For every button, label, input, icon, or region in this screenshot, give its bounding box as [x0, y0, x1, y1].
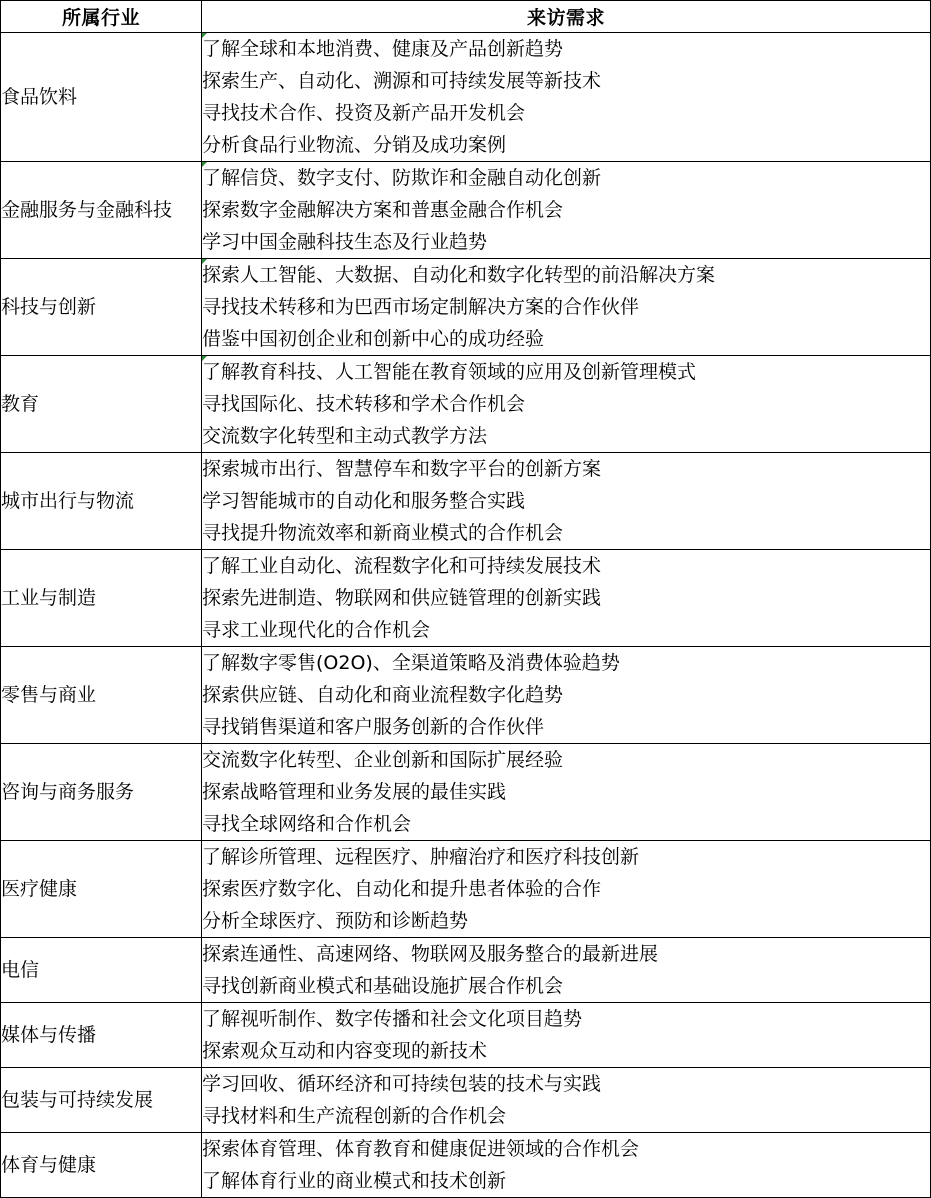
needs-item: 了解工业自动化、流程数字化和可持续发展技术: [202, 555, 602, 577]
needs-item: 寻找全球网络和合作机会: [202, 813, 412, 835]
table-row: [1, 453, 931, 550]
cell-corner-marker: [202, 259, 207, 264]
needs-item: 寻找国际化、技术转移和学术合作机会: [202, 393, 526, 415]
industry-cell: 媒体与传播: [1, 1003, 202, 1068]
needs-item: 学习中国金融科技生态及行业趋势: [202, 231, 488, 253]
table-body: [1, 33, 931, 1198]
needs-item: 了解诊所管理、远程医疗、肿瘤治疗和医疗科技创新: [202, 846, 640, 868]
needs-item: 寻找销售渠道和客户服务创新的合作伙伴: [202, 716, 545, 738]
needs-item: 寻找提升物流效率和新商业模式的合作机会: [202, 522, 564, 544]
needs-cell: [202, 356, 931, 453]
needs-item: 探索战略管理和业务发展的最佳实践: [202, 781, 507, 803]
needs-cell: [202, 33, 931, 162]
needs-item: 探索医疗数字化、自动化和提升患者体验的合作: [202, 878, 602, 900]
needs-cell: [202, 938, 931, 1003]
industry-cell: 包装与可持续发展: [1, 1068, 202, 1133]
table-row: [1, 259, 931, 356]
industry-cell: 科技与创新: [1, 259, 202, 356]
needs-cell: [202, 259, 931, 356]
industry-column-header: 所属行业: [1, 1, 202, 33]
industry-cell: 食品饮料: [1, 33, 202, 162]
table-row: [1, 841, 931, 938]
needs-item: 交流数字化转型和主动式教学方法: [202, 425, 488, 447]
needs-item: 探索观众互动和内容变现的新技术: [202, 1040, 488, 1062]
needs-item: 探索城市出行、智慧停车和数字平台的创新方案: [202, 458, 602, 480]
needs-item: 了解体育行业的商业模式和技术创新: [202, 1170, 507, 1192]
needs-cell: [202, 550, 931, 647]
needs-cell: [202, 453, 931, 550]
needs-item: 借鉴中国初创企业和创新中心的成功经验: [202, 328, 545, 350]
table-row: [1, 744, 931, 841]
industry-cell: 教育: [1, 356, 202, 453]
table-row: [1, 647, 931, 744]
needs-cell: [202, 744, 931, 841]
table-row: [1, 1068, 931, 1133]
industry-cell: 零售与商业: [1, 647, 202, 744]
table-row: [1, 356, 931, 453]
needs-item: 分析全球医疗、预防和诊断趋势: [202, 910, 469, 932]
needs-item: 寻求工业现代化的合作机会: [202, 619, 431, 641]
needs-column-header: 来访需求: [202, 1, 931, 33]
needs-item: 探索数字金融解决方案和普惠金融合作机会: [202, 199, 564, 221]
table-row: [1, 33, 931, 162]
needs-item: 寻找创新商业模式和基础设施扩展合作机会: [202, 975, 564, 997]
needs-item: 了解视听制作、数字传播和社会文化项目趋势: [202, 1008, 583, 1030]
needs-cell: [202, 1068, 931, 1133]
table-row: [1, 1003, 931, 1068]
industry-cell: 咨询与商务服务: [1, 744, 202, 841]
needs-cell: [202, 162, 931, 259]
table-row: [1, 1133, 931, 1198]
needs-item: 探索生产、自动化、溯源和可持续发展等新技术: [202, 70, 602, 92]
header-row: [1, 1, 931, 33]
needs-item: 了解全球和本地消费、健康及产品创新趋势: [202, 38, 564, 60]
needs-item: 交流数字化转型、企业创新和国际扩展经验: [202, 749, 564, 771]
industry-cell: 医疗健康: [1, 841, 202, 938]
needs-cell: [202, 841, 931, 938]
cell-corner-marker: [202, 356, 207, 361]
needs-item: 探索人工智能、大数据、自动化和数字化转型的前沿解决方案: [202, 264, 716, 286]
industry-cell: 工业与制造: [1, 550, 202, 647]
needs-item: 寻找材料和生产流程创新的合作机会: [202, 1105, 507, 1127]
needs-item: 寻找技术合作、投资及新产品开发机会: [202, 102, 526, 124]
table-row: [1, 550, 931, 647]
needs-item: 探索先进制造、物联网和供应链管理的创新实践: [202, 587, 602, 609]
needs-item: 了解教育科技、人工智能在教育领域的应用及创新管理模式: [202, 361, 697, 383]
industry-cell: 金融服务与金融科技: [1, 162, 202, 259]
table-row: [1, 938, 931, 1003]
table-row: [1, 162, 931, 259]
needs-cell: [202, 647, 931, 744]
cell-corner-marker: [202, 33, 207, 38]
needs-item: 学习智能城市的自动化和服务整合实践: [202, 490, 526, 512]
needs-item: 探索连通性、高速网络、物联网及服务整合的最新进展: [202, 943, 659, 965]
needs-item: 了解信贷、数字支付、防欺诈和金融自动化创新: [202, 167, 602, 189]
needs-item: 寻找技术转移和为巴西市场定制解决方案的合作伙伴: [202, 296, 640, 318]
industry-cell: 电信: [1, 938, 202, 1003]
needs-item: 探索体育管理、体育教育和健康促进领域的合作机会: [202, 1138, 640, 1160]
needs-item: 学习回收、循环经济和可持续包装的技术与实践: [202, 1073, 602, 1095]
cell-corner-marker: [202, 162, 207, 167]
industry-cell: 体育与健康: [1, 1133, 202, 1198]
industry-cell: 城市出行与物流: [1, 453, 202, 550]
needs-item: 探索供应链、自动化和商业流程数字化趋势: [202, 684, 564, 706]
needs-cell: [202, 1003, 931, 1068]
needs-item: 了解数字零售(O2O)、全渠道策略及消费体验趋势: [202, 652, 620, 674]
needs-item: 分析食品行业物流、分销及成功案例: [202, 134, 507, 156]
needs-cell: [202, 1133, 931, 1198]
